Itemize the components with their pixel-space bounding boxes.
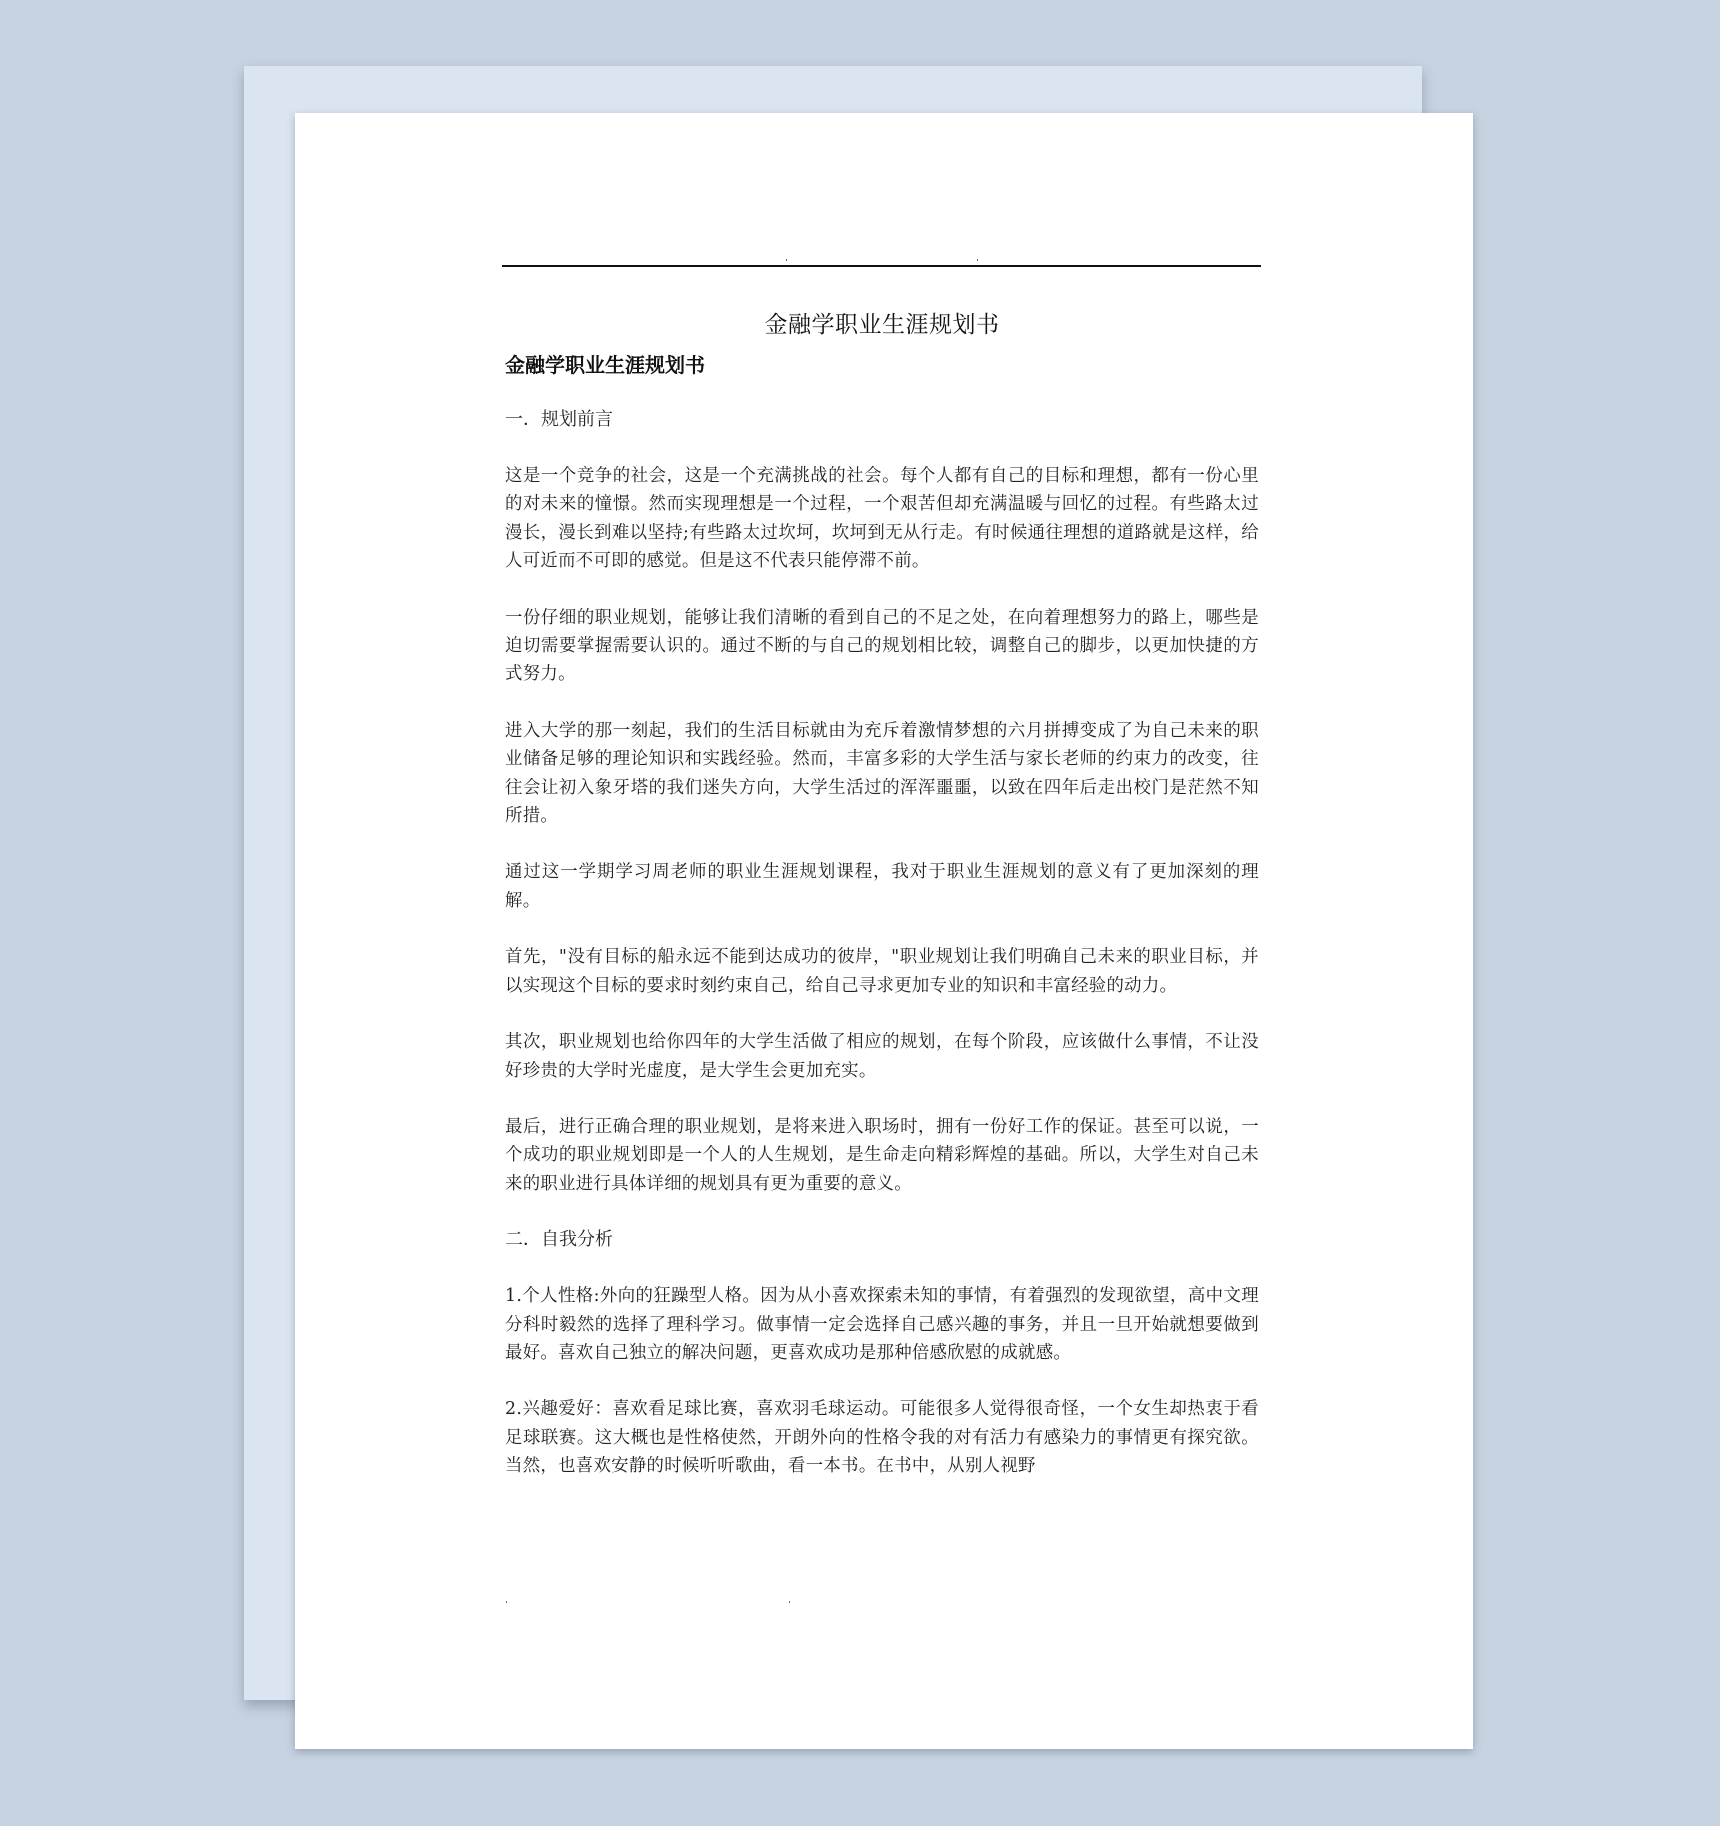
paragraph: 2.兴趣爱好：喜欢看足球比赛，喜欢羽毛球运动。可能很多人觉得很奇怪，一个女生却热衷于看足球联赛。这大概也是性格使然，开朗外向的性格令我的对有活力有感染力的事情更有探究欲。当然，也喜欢安静的时候听听歌曲，看一本书。在书中，从别人视野 [505, 1399, 1259, 1477]
header-marker [786, 259, 787, 261]
section-self-analysis [505, 1226, 1259, 1480]
paragraph: 其次，职业规划也给你四年的大学生活做了相应的规划，在每个阶段，应该做什么事情，不让没好珍贵的大学时光虚度，是大学生会更加充实。 [505, 1032, 1259, 1081]
document-page [295, 113, 1473, 1749]
footer-marker [506, 1601, 507, 1603]
section-preface [505, 406, 1259, 1198]
section-heading: 一．规划前言 [505, 409, 613, 430]
document-title: 金融学职业生涯规划书 [764, 312, 1000, 338]
document-subtitle: 金融学职业生涯规划书 [505, 353, 705, 377]
document-body [505, 308, 1259, 1509]
paragraph: 1.个人性格:外向的狂躁型人格。因为从小喜欢探索未知的事情，有着强烈的发现欲望，高中文理分科时毅然的选择了理科学习。做事情一定会选择自己感兴趣的事务，并且一旦开始就想要做到最好。喜欢自己独立的解决问题，更喜欢成功是那种倍感欣慰的成就感。 [505, 1286, 1259, 1363]
paragraph: 进入大学的那一刻起，我们的生活目标就由为充斥着激情梦想的六月拼搏变成了为自己未来的职业储备足够的理论知识和实践经验。然而，丰富多彩的大学生活与家长老师的约束力的改变，往往会让初入象牙塔的我们迷失方向，大学生活过的浑浑噩噩，以致在四年后走出校门是茫然不知所措。 [505, 720, 1259, 827]
header-rule [502, 265, 1261, 267]
paragraph: 这是一个竞争的社会，这是一个充满挑战的社会。每个人都有自己的目标和理想，都有一份心里的对未来的憧憬。然而实现理想是一个过程，一个艰苦但却充满温暖与回忆的过程。有些路太过漫长，漫长到难以坚持;有些路太过坎坷，坎坷到无从行走。有时候通往理想的道路就是这样，给人可近而不可即的感觉。但是这不代表只能停滞不前。 [505, 466, 1259, 572]
footer-marker [789, 1601, 790, 1603]
paragraph: 首先，"没有目标的船永远不能到达成功的彼岸，"职业规划让我们明确自己未来的职业目标，并以实现这个目标的要求时刻约束自己，给自己寻求更加专业的知识和丰富经验的动力。 [505, 947, 1259, 996]
paragraph: 一份仔细的职业规划，能够让我们清晰的看到自己的不足之处，在向着理想努力的路上，哪些是迫切需要掌握需要认识的。通过不断的与自己的规划相比较，调整自己的脚步，以更加快捷的方式努力。 [505, 607, 1259, 685]
paragraph: 通过这一学期学习周老师的职业生涯规划课程，我对于职业生涯规划的意义有了更加深刻的理解。 [505, 862, 1259, 911]
section-heading: 二．自我分析 [505, 1229, 613, 1251]
paragraph: 最后，进行正确合理的职业规划，是将来进入职场时，拥有一份好工作的保证。甚至可以说，一个成功的职业规划即是一个人的人生规划，是生命走向精彩辉煌的基础。所以，大学生对自己未来的职业进行具体详细的规划具有更为重要的意义。 [505, 1116, 1259, 1194]
header-marker [977, 259, 978, 261]
